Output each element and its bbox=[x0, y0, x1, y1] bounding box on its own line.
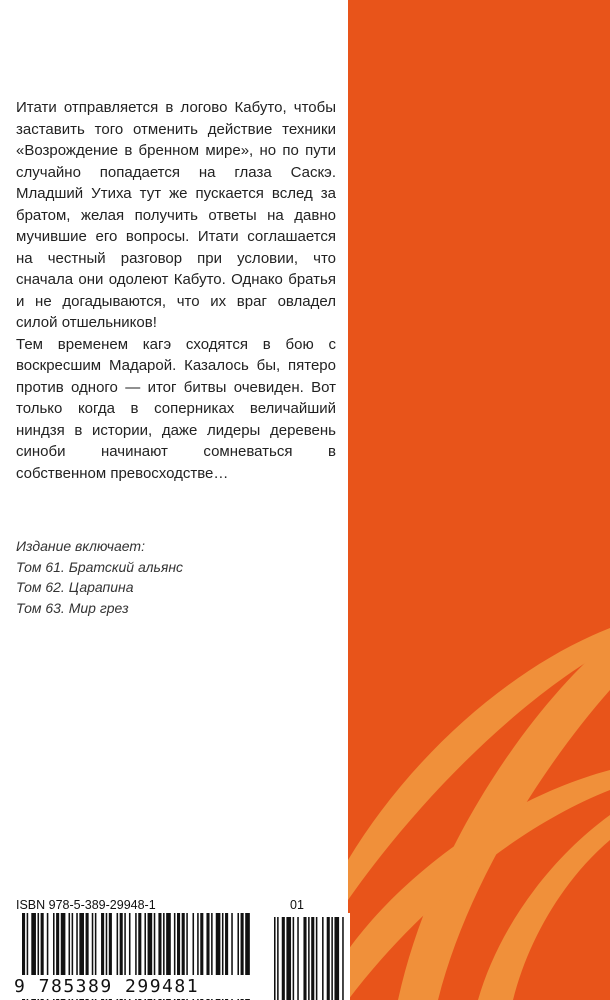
barcode-addon-bar bbox=[334, 917, 339, 1000]
barcode-addon-bar bbox=[342, 917, 344, 1000]
barcode-addon-bar bbox=[327, 917, 330, 1000]
isbn-label: ISBN 978-5-389-29948-1 bbox=[16, 898, 156, 912]
description-paragraph-2: Тем временем кагэ сходятся в бою с воскресшим Мадарой. Казалось бы, пятеро против одного — итог битвы очевиден. Вот только когда в соперниках величайший ниндзя в истории, даже лидеры деревень синоби начинают сомневаться в собственном превосходстве… bbox=[16, 335, 336, 482]
barcode-addon-bar bbox=[286, 917, 291, 1000]
contents-volume-63: Том 63. Мир грез bbox=[16, 599, 129, 616]
isbn-addon-code: 01 bbox=[290, 898, 304, 912]
description-paragraph-1: Итати отправляется в логово Кабуто, чтобы заставить того отменить действие техники «Возрождение в бренном мире», но по пути случайно попадается на глаза Саскэ. Младший Утиха тут же пускается вслед за братом, желая получить ответы на давно мучившие его вопросы. Итати соглашается на честный разговор при условии, что сначала они одолеют Кабуто. Однако братья и не догадываются, что их враг овладел силой отшельников! bbox=[16, 99, 336, 331]
barcode-addon-bar bbox=[303, 917, 306, 1000]
barcode-addon-bar bbox=[282, 917, 285, 1000]
orange-panel bbox=[348, 0, 610, 1000]
barcode-addon-bar bbox=[331, 917, 333, 1000]
barcode-digits: 9 785389 299481 bbox=[14, 975, 254, 999]
barcode-addon-bar bbox=[311, 917, 314, 1000]
barcode-addon-bar bbox=[274, 917, 276, 1000]
contents-volume-62: Том 62. Царапина bbox=[16, 579, 134, 595]
contents-volume-61: Том 61. Братский альянс bbox=[16, 558, 184, 575]
orange-swoosh-graphic bbox=[348, 0, 610, 1000]
barcode-addon-bar bbox=[297, 917, 299, 1000]
barcode-addon-bar bbox=[277, 917, 279, 1000]
book-description bbox=[16, 97, 336, 484]
barcode-addon-bar bbox=[322, 917, 324, 1000]
barcode bbox=[14, 913, 350, 1000]
barcode-addon-bar bbox=[316, 917, 318, 1000]
barcode-addon-bar bbox=[308, 917, 310, 1000]
isbn-label-row bbox=[16, 898, 346, 912]
edition-contents bbox=[16, 536, 316, 618]
barcode-addon-bar bbox=[293, 917, 295, 1000]
contents-heading: Издание включает: bbox=[16, 538, 145, 554]
